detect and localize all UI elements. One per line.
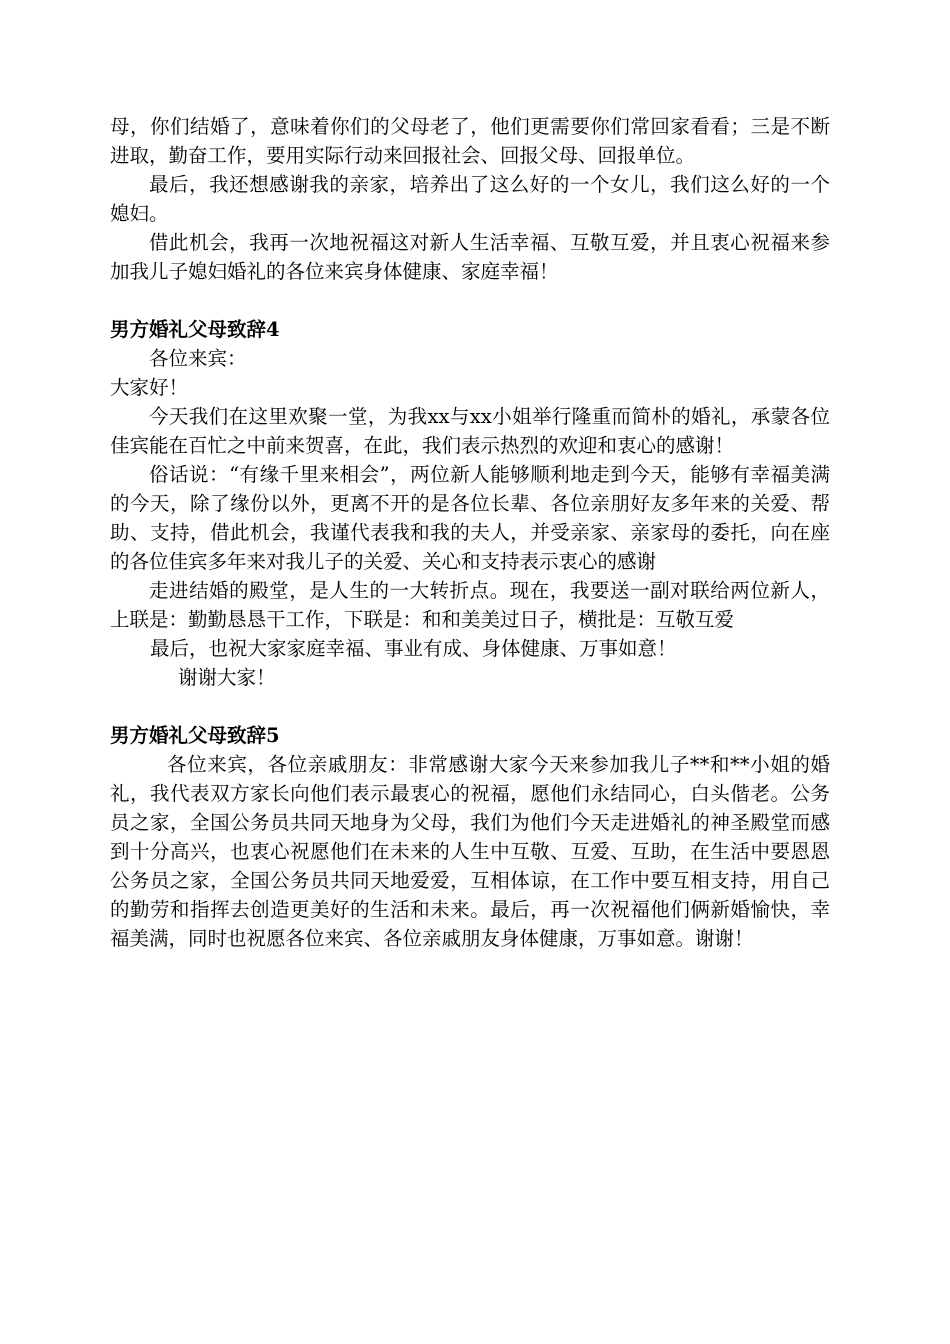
document-page <box>110 112 830 953</box>
section4-paragraph-4: 最后，也祝大家家庭幸福、事业有成、身体健康、万事如意！ <box>150 637 677 660</box>
section4-paragraph-3: 走进结婚的殿堂，是人生的一大转折点。现在，我要送一副对联给两位新人，上联是：勤勤恳恳干工作，下联是：和和美美过日子，横批是：互敬互爱 <box>110 579 830 631</box>
section4-title: 男方婚礼父母致辞4 <box>110 318 280 341</box>
section3-paragraph-2: 最后，我还想感谢我的亲家，培养出了这么好的一个女儿，我们这么好的一个媳妇。 <box>110 173 830 225</box>
section5-paragraph-1: 各位来宾，各位亲戚朋友：非常感谢大家今天来参加我儿子**和**小姐的婚礼，我代表双方家长向他们表示最衷心的祝福，愿他们永结同心，白头偕老。公务员之家，全国公务员共同天地身为父母，我们为他们今天走进婚礼的神圣殿堂而感到十分高兴，也衷心祝愿他们在未来的人生中互敬、互爱、互助，在生活中要恩恩公务员之家，全国公务员共同天地爱爱，互相体谅，在工作中要互相支持，用自己的勤劳和指挥去创造更美好的生活和未来。最后，再一次祝福他们俩新婚愉快，幸福美满，同时也祝愿各位来宾、各位亲戚朋友身体健康，万事如意。谢谢！ <box>110 753 830 950</box>
section4-thanks: 谢谢大家！ <box>178 666 276 689</box>
section3-paragraph-1: 母，你们结婚了，意味着你们的父母老了，他们更需要你们常回家看看；三是不断进取，勤奋工作，要用实际行动来回报社会、回报父母、回报单位。 <box>110 115 830 167</box>
section4-salutation: 各位来宾： <box>149 347 247 370</box>
section4-paragraph-2: 俗话说：“有缘千里来相会”，两位新人能够顺利地走到今天，能够有幸福美满的今天，除了缘份以外，更离不开的是各位长辈、各位亲朋好友多年来的关爱、帮助、支持，借此机会，我谨代表我和我的夫人，并受亲家、亲家母的委托，向在座的各位佳宾多年来对我儿子的关爱、关心和支持表示衷心的感谢 <box>110 463 830 573</box>
section-spacer <box>110 692 830 721</box>
section4-greeting: 大家好！ <box>110 376 189 399</box>
section3-paragraph-3: 借此机会，我再一次地祝福这对新人生活幸福、互敬互爱，并且衷心祝福来参加我儿子媳妇婚礼的各位来宾身体健康、家庭幸福！ <box>110 231 830 283</box>
section4-paragraph-1: 今天我们在这里欢聚一堂，为我xx与xx小姐举行隆重而简朴的婚礼，承蒙各位佳宾能在百忙之中前来贺喜，在此，我们表示热烈的欢迎和衷心的感谢！ <box>110 405 830 457</box>
section-spacer <box>110 286 830 315</box>
section5-title: 男方婚礼父母致辞5 <box>110 724 280 747</box>
